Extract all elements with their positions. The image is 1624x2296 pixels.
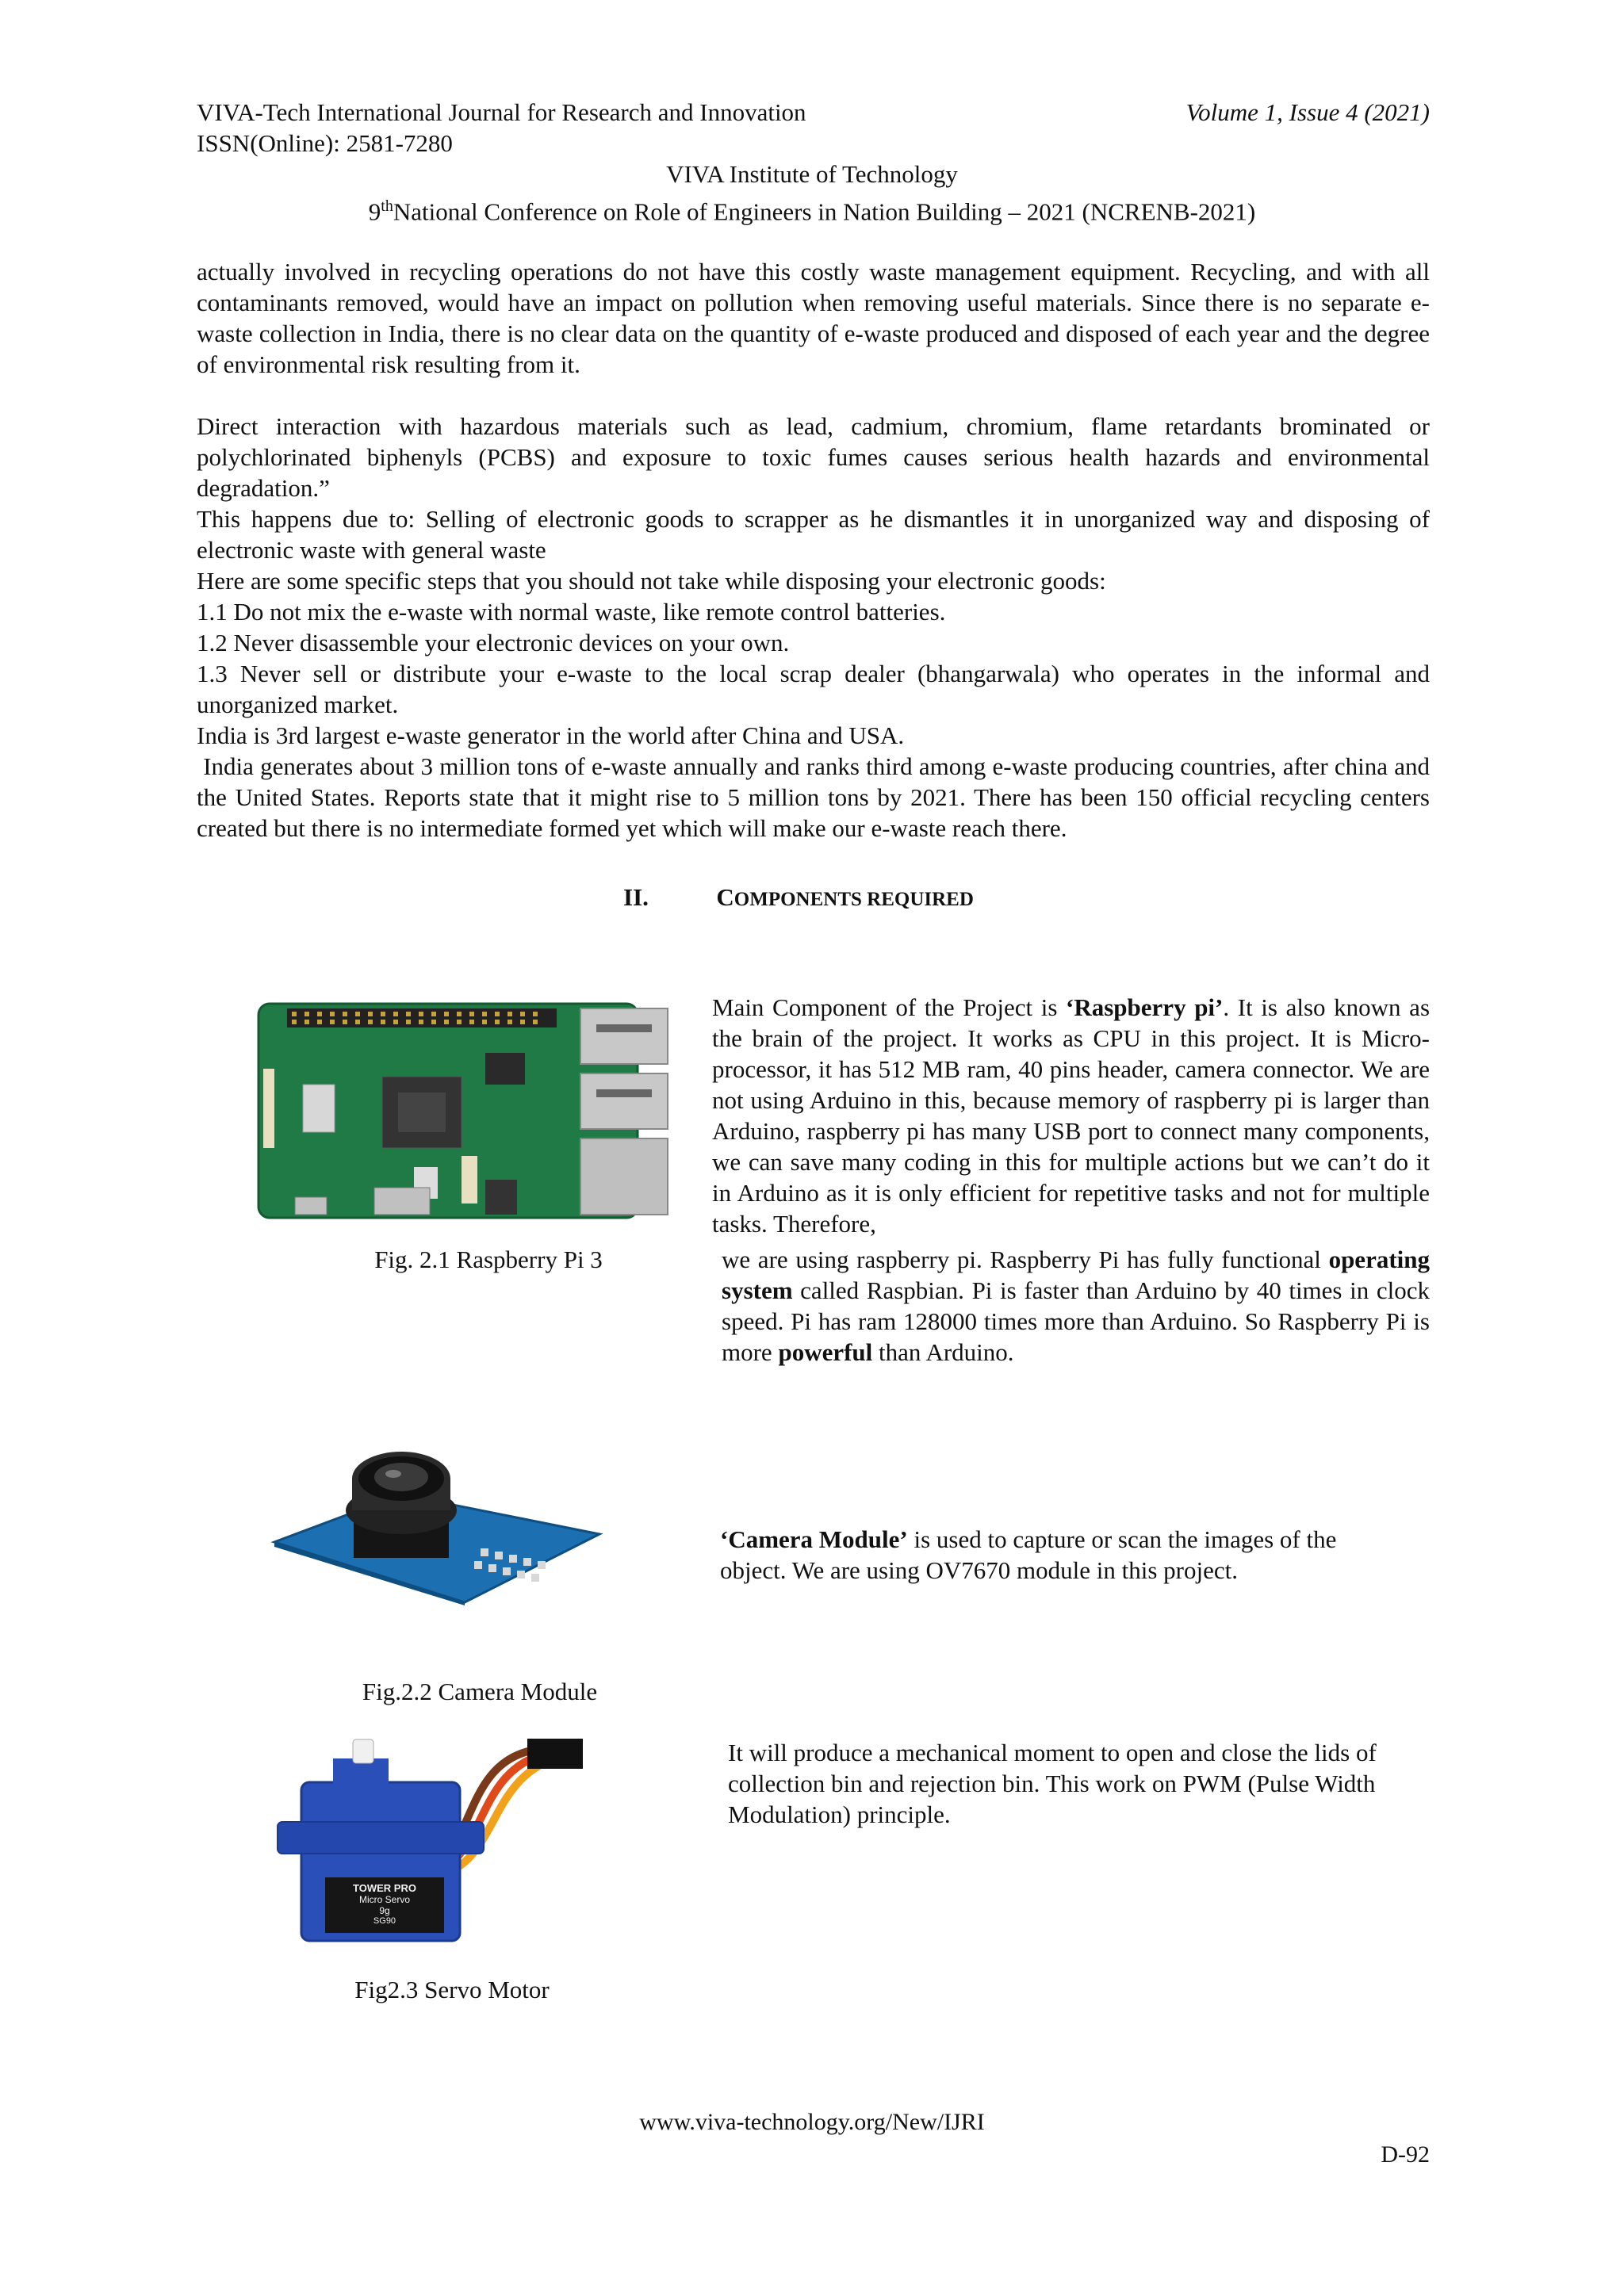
servo-label-brand: TOWER PRO — [353, 1882, 416, 1894]
section-heading — [623, 883, 974, 912]
servo-label-code: SG90 — [373, 1916, 396, 1926]
section-number: II. — [623, 883, 649, 911]
servo-motor-image — [270, 1735, 611, 1958]
list-item: 1.3 Never sell or distribute your e-waste to the local scrap dealer (bhangarwala) who operates in the informal and unorganized market. — [197, 660, 1430, 718]
raspberry-pi-image — [255, 997, 679, 1223]
camera-module-description — [720, 1524, 1394, 1586]
text: Main Component of the Project is — [712, 993, 1067, 1021]
figure-caption: Fig2.3 Servo Motor — [354, 1976, 550, 2003]
section-title-first: C — [716, 883, 734, 911]
text: is used to capture or scan the images of the object. We are using OV7670 module in this project. — [720, 1525, 1337, 1584]
servo-motor-description: It will produce a mechanical moment to open and close the lids of collection bin and rejection bin. This work on PWM (Pulse Width Modulation) principle. — [728, 1739, 1377, 1828]
raspberry-pi-description-cont — [722, 1244, 1430, 1368]
paragraph: India generates about 3 million tons of e-waste annually and ranks third among e-waste producing countries, after china and the United States. Reports state that it might rise to 5 million tons by 2021. There has been 150 official recycling centers created but there is no intermediate formed yet which will make our e-waste reach there. — [197, 752, 1436, 842]
figure-caption: Fig.2.2 Camera Module — [362, 1678, 598, 1705]
paragraph: This happens due to: Selling of electronic goods to scrapper as he dismantles it in unorganized way and disposing of electronic waste with general waste — [197, 505, 1430, 564]
issn: ISSN(Online): 2581-7280 — [197, 129, 453, 157]
section-title-rest: OMPONENTS REQUIRED — [733, 889, 974, 910]
conference-number: 9 — [368, 197, 381, 226]
body-section — [197, 256, 1436, 844]
footer-url: www.viva-technology.org/New/IJRI — [639, 2109, 985, 2135]
paragraph: India is 3rd largest e-waste generator in the world after China and USA. — [197, 721, 905, 749]
text: than Arduino. — [872, 1338, 1014, 1366]
paragraph: Here are some specific steps that you should not take while disposing your electronic goods: — [197, 567, 1106, 595]
conference-title: National Conference on Role of Engineers in Nation Building – 2021 (NCRENB-2021) — [393, 197, 1256, 226]
servo-label-num: 9g — [379, 1905, 390, 1916]
bold-text: ‘Raspberry pi’ — [1066, 993, 1224, 1021]
bold-text: ‘Camera Module’ — [720, 1525, 908, 1553]
list-item: 1.2 Never disassemble your electronic devices on your own. — [197, 629, 790, 656]
paragraph: actually involved in recycling operations do not have this costly waste management equipment. Recycling, and with all contaminants removed, would have an impact on pollution when removing useful materials. Since there is no separate e-waste collection in India, there is no clear data on the quantity of e-waste produced and disposed of each year and the degree of environmental risk resulting from it. — [197, 258, 1430, 378]
institute-name: VIVA Institute of Technology — [666, 160, 958, 188]
conference-name — [0, 190, 1624, 228]
figure-caption: Fig. 2.1 Raspberry Pi 3 — [374, 1246, 603, 1273]
servo-label-model: Micro Servo — [358, 1894, 410, 1905]
page-number: D-92 — [1381, 2141, 1430, 2168]
servo-label — [325, 1877, 444, 1933]
raspberry-pi-description — [712, 992, 1430, 1239]
list-item: 1.1 Do not mix the e-waste with normal waste, like remote control batteries. — [197, 598, 946, 626]
bold-text: powerful — [778, 1338, 873, 1366]
text: . It is also known as the brain of the project. It works as CPU in this project. It is Micro-processor, it has 512 MB ram, 40 pins header, camera connector. We are not using Arduino in this, because memory of raspberry pi is larger than Arduino, raspberry pi has many USB port to connect many components, we can save many coding in this for multiple actions but we can’t do it in Arduino as it is only efficient for repetitive tasks and not for multiple tasks. Therefore, — [712, 993, 1431, 1238]
volume-issue: Volume 1, Issue 4 (2021) — [1185, 98, 1430, 126]
text: called Raspbian. Pi is faster than Arduino by 40 times in clock speed. Pi has ram 128000 times more than Arduino. So Raspberry Pi is more — [722, 1276, 1430, 1366]
text: we are using raspberry pi. Raspberry Pi has fully functional — [722, 1246, 1329, 1273]
conference-sup: th — [381, 197, 393, 215]
paragraph: Direct interaction with hazardous materials such as lead, cadmium, chromium, flame retardants brominated or polychlorinated biphenyls (PCBS) and exposure to toxic fumes causes serious health hazards and environmental degradation.” — [197, 412, 1430, 502]
bold-text: operating system — [722, 1246, 1430, 1304]
camera-module-image — [266, 1447, 615, 1605]
journal-title: VIVA-Tech International Journal for Research and Innovation — [197, 98, 806, 126]
